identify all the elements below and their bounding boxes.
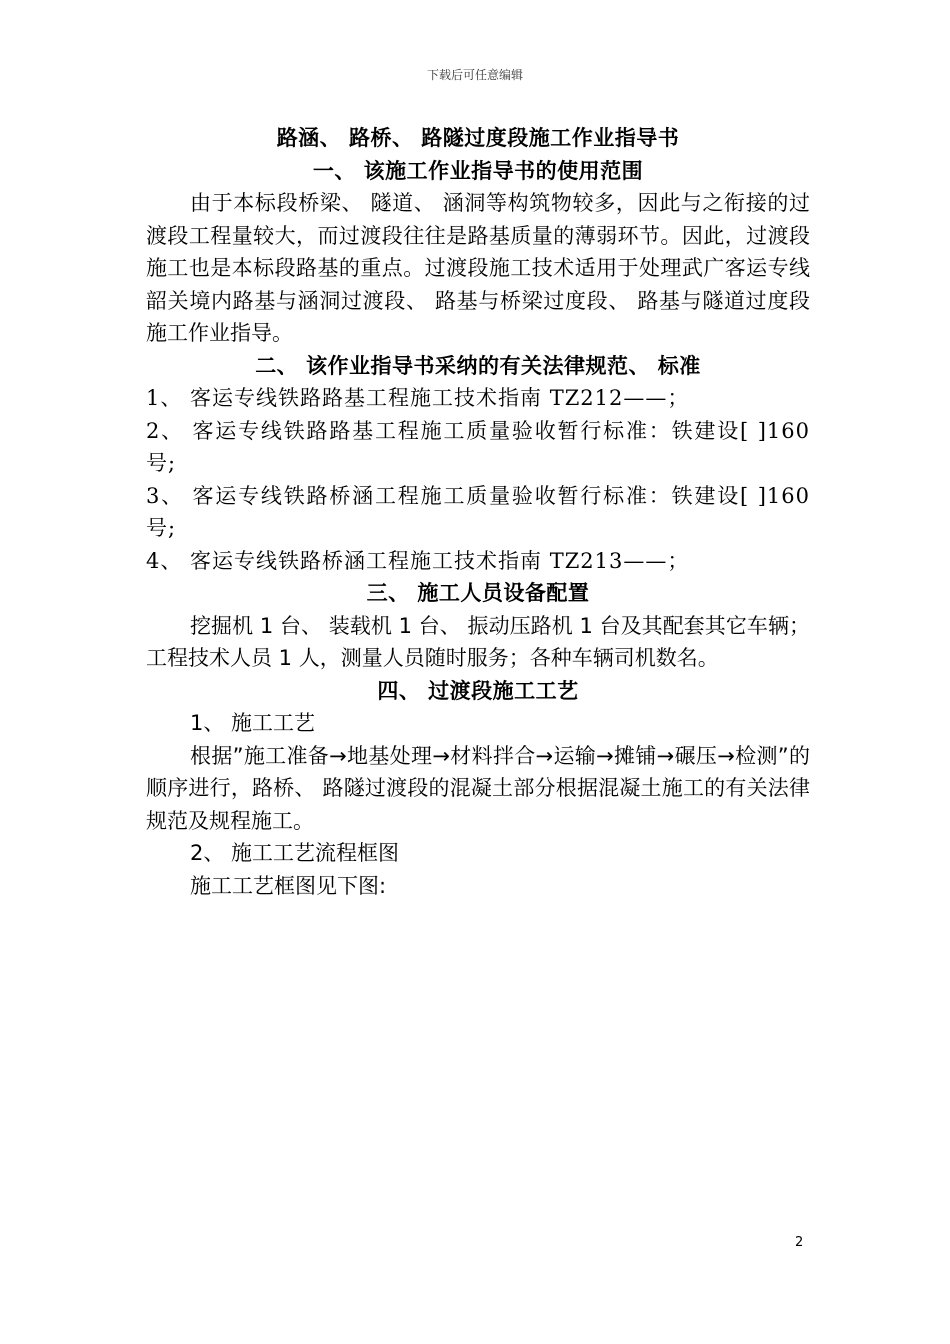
standard-item-2: 2、 客运专线铁路路基工程施工质量验收暂行标准：铁建设[ ]160 号; bbox=[146, 418, 810, 475]
section-4-subheading-2: 2、 施工工艺流程框图 bbox=[190, 841, 400, 865]
section-4-subheading-1: 1、 施工工艺 bbox=[190, 711, 316, 735]
section-3-heading: 三、 施工人员设备配置 bbox=[366, 581, 590, 605]
section-3-paragraph: 挖掘机 1 台、 装载机 1 台、 振动压路机 1 台及其配套其它车辆；工程技术人员 1 人，测量人员随时服务；各种车辆司机数名。 bbox=[146, 613, 810, 670]
standard-item-4: 4、 客运专线铁路桥涵工程施工技术指南 TZ213——； bbox=[146, 548, 690, 573]
section-1-heading: 一、 该施工作业指导书的使用范围 bbox=[312, 158, 644, 183]
document-title: 路涵、 路桥、 路隧过度段施工作业指导书 bbox=[276, 126, 680, 150]
section-4-heading: 四、 过渡段施工工艺 bbox=[377, 678, 579, 703]
standard-item-3: 3、 客运专线铁路桥涵工程施工质量验收暂行标准：铁建设[ ]160 号; bbox=[146, 483, 810, 540]
section-1-paragraph: 由于本标段桥梁、 隧道、 涵洞等构筑物较多，因此与之衔接的过渡段工程量较大，而过渡段往往是路基质量的薄弱环节。因此，过渡段施工也是本标段路基的重点。过渡段施工技术适用于处理武广客运专线韶关境内路基与涵洞过渡段、 路基与桥梁过度段、 路基与隧道过度段施工作业指导。 bbox=[146, 191, 810, 345]
section-4-paragraph-2: 施工工艺框图见下图: bbox=[190, 873, 387, 898]
document-body bbox=[146, 122, 810, 902]
page-header: 下载后可任意编辑 bbox=[426, 68, 523, 82]
standard-item-1: 1、 客运专线铁路路基工程施工技术指南 TZ212——； bbox=[146, 386, 690, 410]
section-4-paragraph-1: 根据”施工准备→地基处理→材料拌合→运输→摊铺→碾压→检测”的顺序进行，路桥、 路隧过渡段的混凝土部分根据混凝土施工的有关法律规范及规程施工。 bbox=[146, 743, 810, 833]
section-2-heading: 二、 该作业指导书采纳的有关法律规范、 标准 bbox=[255, 353, 701, 378]
page-number: 2 bbox=[795, 1235, 804, 1250]
